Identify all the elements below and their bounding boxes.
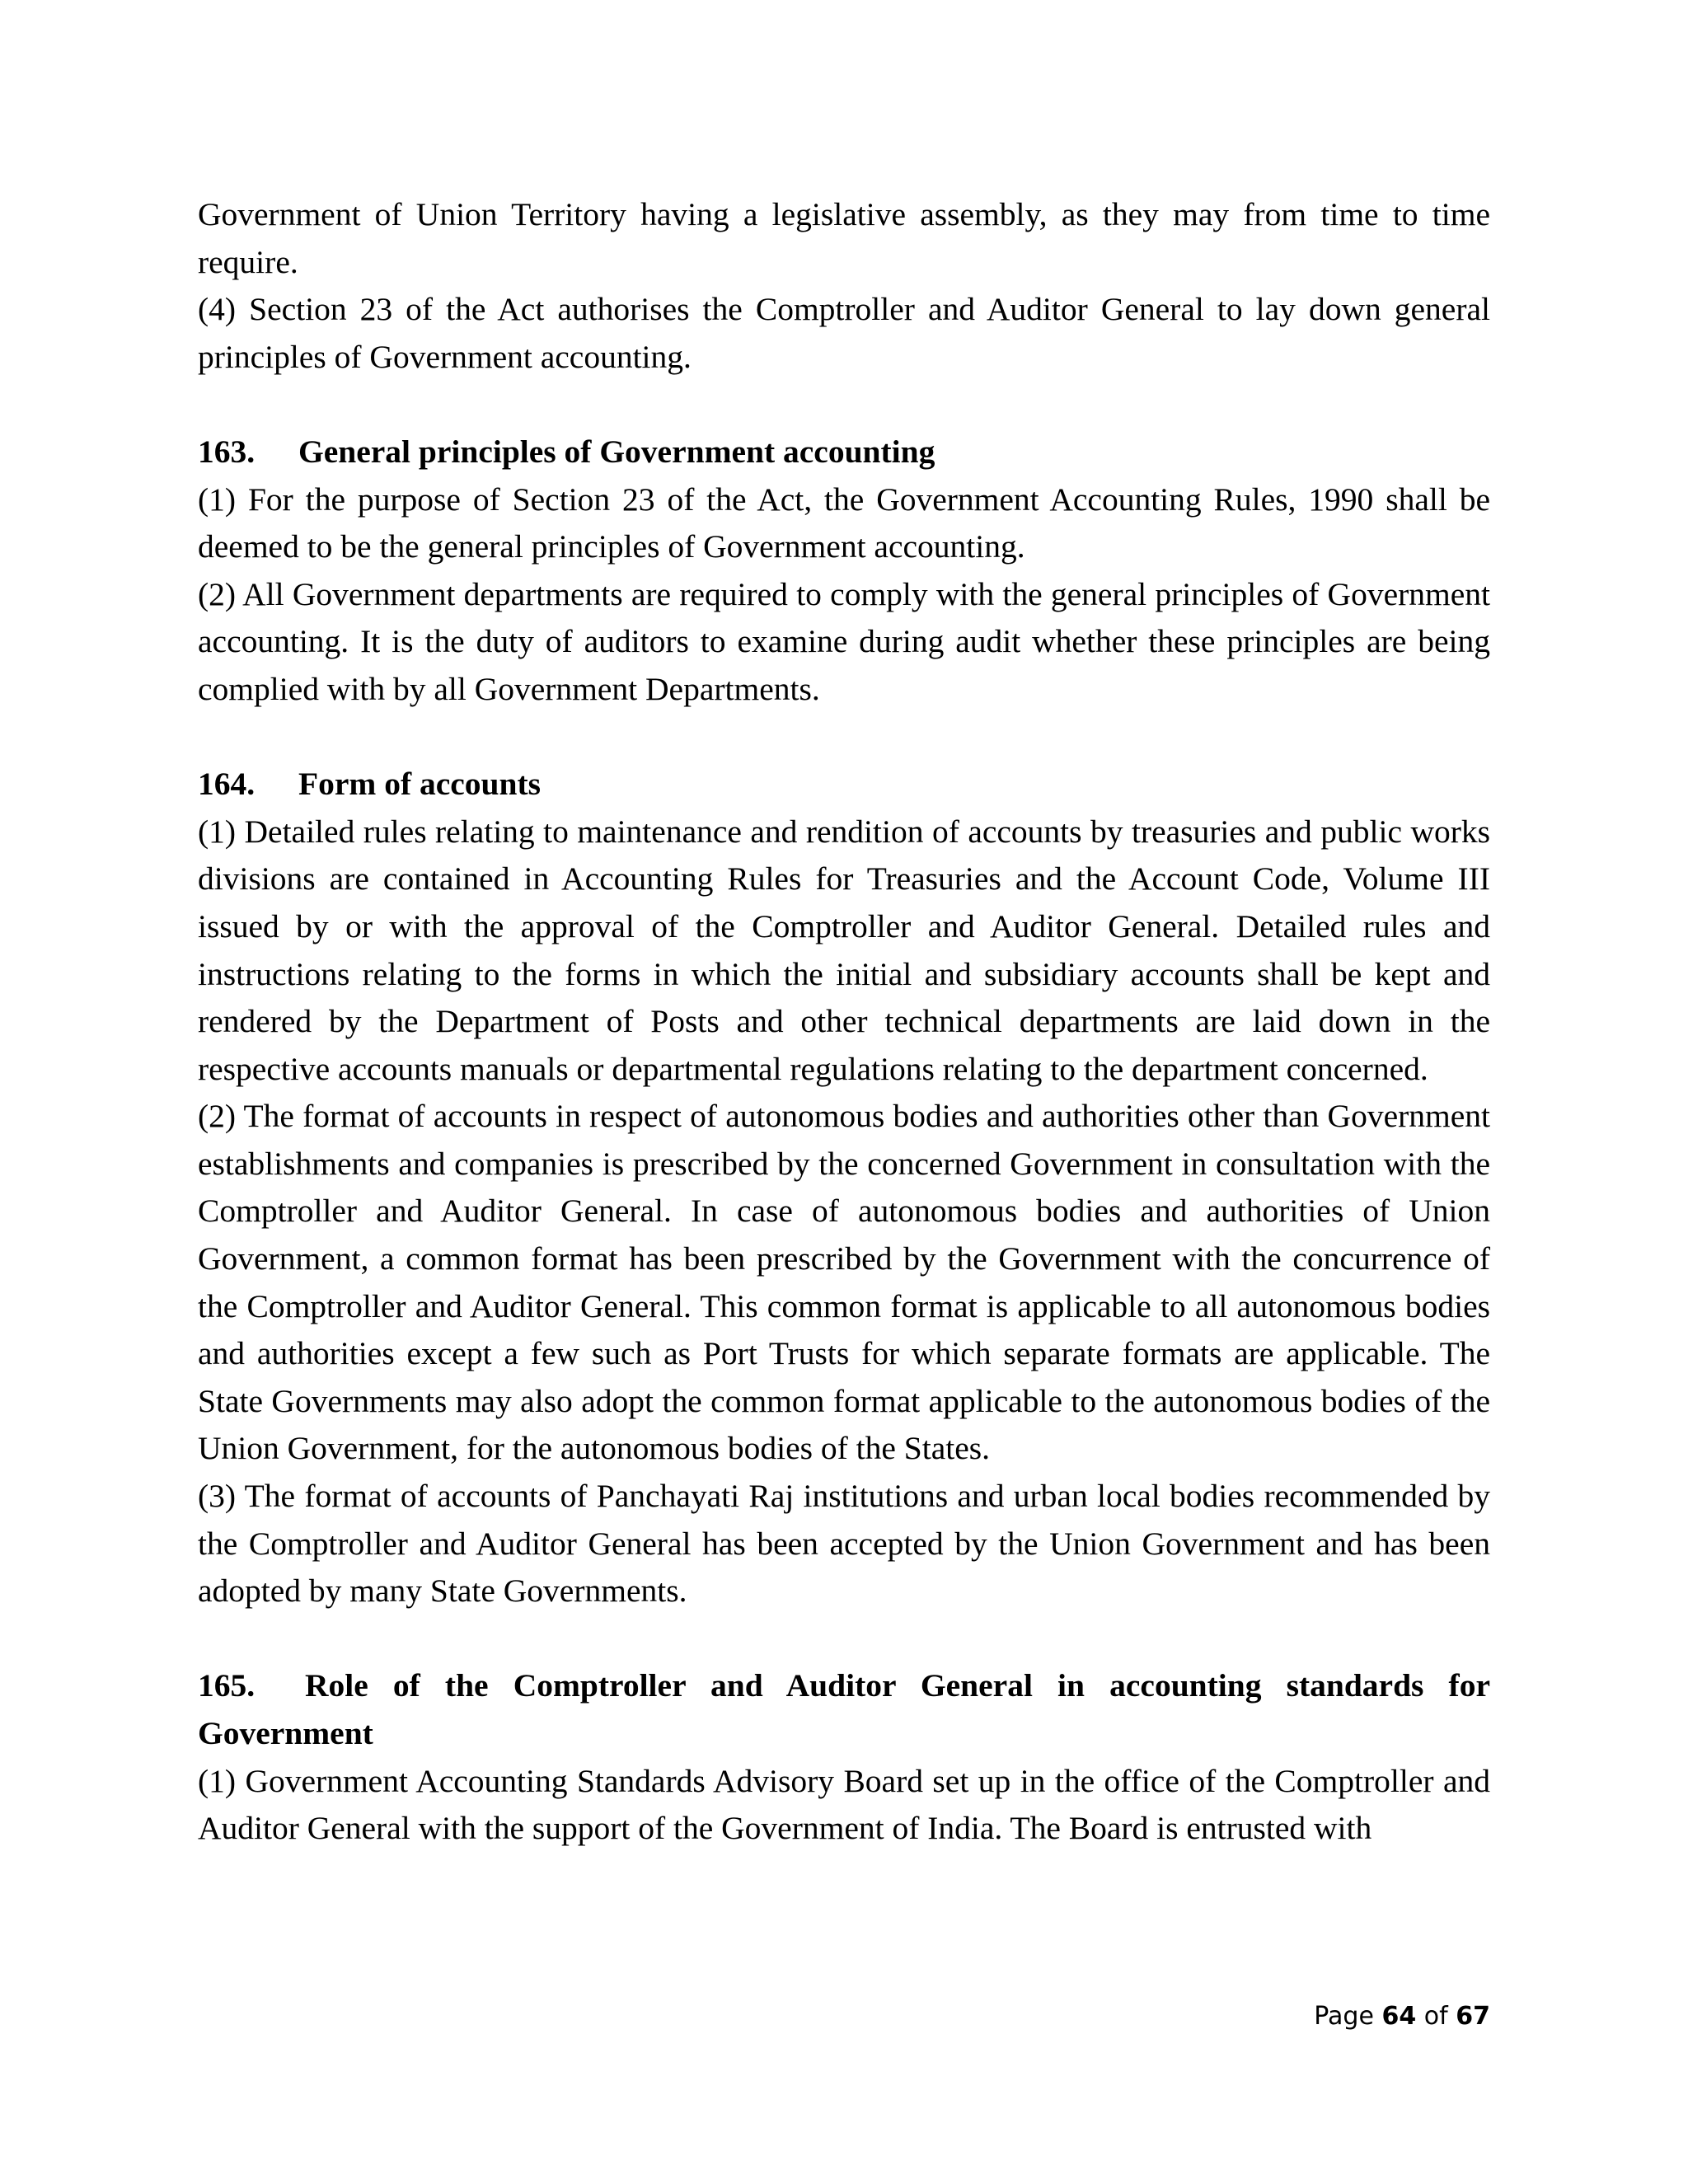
section-spacer [198,714,1490,762]
section-heading [198,1662,1490,1757]
section-164 [198,761,1490,1615]
section-paragraph: (1) For the purpose of Section 23 of the Act, the Government Accounting Rules, 1990 shall be deemed to be the general principles of Government accounting. [198,480,1490,565]
section-title: Role of the Comptroller and Auditor General in accounting standards for Government [198,1667,1490,1751]
of-word: of [1423,2002,1448,2031]
section-number: 165. [198,1667,256,1704]
current-page-number: 64 [1381,2002,1417,2031]
page-word: Page [1314,2002,1374,2031]
section-number: 164. [198,766,256,803]
intro-paragraph-1: Government of Union Territory having a legislative assembly, as they may from time to time require. [198,196,1490,280]
section-title: Form of accounts [298,766,541,803]
section-paragraph: (2) The format of accounts in respect of autonomous bodies and authorities other than Government establishments and companies is prescribed by the concerned Government in consultation with the Comptroller and Auditor General. In case of autonomous bodies and authorities of Union Government, a common format has been prescribed by the Government with the concurrence of the Comptroller and Auditor General. This common format is applicable to all autonomous bodies and authorities except a few such as Port Trusts for which separate formats are applicable. The State Governments may also adopt the common format applicable to the autonomous bodies of the Union Government, for the autonomous bodies of the States. [198,1098,1490,1467]
total-pages-number: 67 [1456,2002,1490,2031]
section-spacer [198,381,1490,429]
section-paragraph: (1) Detailed rules relating to maintenance and rendition of accounts by treasuries and public works divisions are contained in Accounting Rules for Treasuries and the Account Code, Volume III issued by or with the approval of the Comptroller and Auditor General. Detailed rules and instructions relating to the forms in which the initial and subsidiary accounts shall be kept and rendered by the Department of Posts and other technical departments are laid down in the respective accounts manuals or departmental regulations relating to the department concerned. [198,813,1490,1087]
section-title: General principles of Government accounting [298,433,935,470]
section-paragraph: (3) The format of accounts of Panchayati Raj institutions and urban local bodies recommended by the Comptroller and Auditor General has been accepted by the Union Government and has been adopted by many State Governments. [198,1478,1490,1610]
section-heading [198,761,1490,808]
section-165 [198,1662,1490,1852]
section-number: 163. [198,433,256,470]
section-paragraph: (2) All Government departments are required to comply with the general principles of Government accounting. It is the duty of auditors to examine during audit whether these principles are being complied with by all Government Departments. [198,575,1490,707]
document-body [198,191,1490,1853]
section-paragraph: (1) Government Accounting Standards Advisory Board set up in the office of the Comptroller and Auditor General with the support of the Government of India. The Board is entrusted with [198,1762,1490,1847]
page-number-footer [1314,2000,1490,2033]
section-163 [198,429,1490,714]
section-spacer [198,1615,1490,1663]
section-heading [198,429,1490,476]
intro-paragraph-2: (4) Section 23 of the Act authorises the Comptroller and Auditor General to lay down general principles of Government accounting. [198,291,1490,375]
